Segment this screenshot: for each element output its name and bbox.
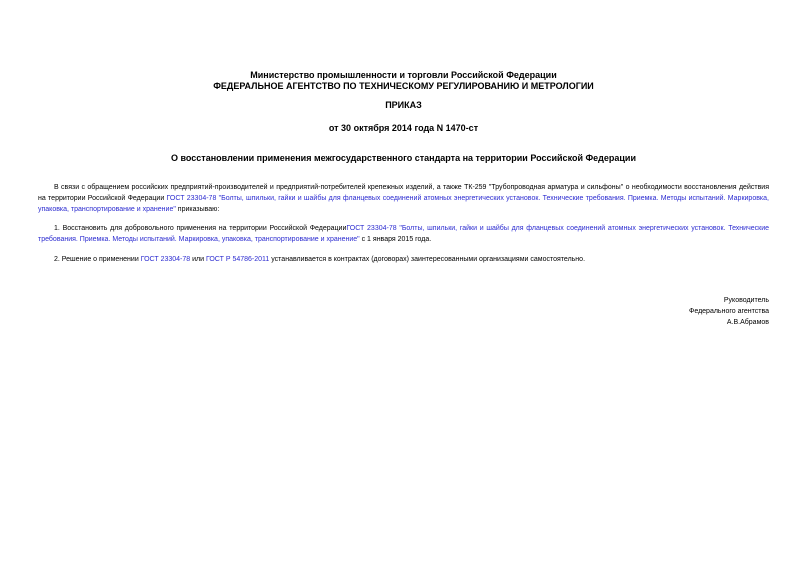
signatory-title: Руководитель [723, 297, 769, 304]
gost-23304-78-link[interactable]: ГОСТ 23304-78 "Болты, шпильки, гайки и шайбы для фланцевых соединений атомных энергетических установок. Технические требования. Приемка. Методы испытаний. Маркировка, упаковка, транспортирование и хранение" [38, 195, 769, 213]
document-header [0, 70, 807, 92]
paragraph-preamble [38, 182, 769, 215]
paragraph-text: устанавливается в контрактах (договорах) заинтересованными организациями самостоятельно. [269, 256, 586, 263]
paragraph-text: В связи с обращением российских предприятий-производителей и предприятий-потребителей крепежных изделий, а также ТК-259 "Трубопроводная арматура и сильфоны" о необходимости восстановления действия на территории Российской Федерации [38, 184, 769, 202]
paragraph-item-2 [38, 254, 769, 265]
order-title: ПРИКАЗ [385, 100, 422, 110]
gost-23304-78-short-link[interactable]: ГОСТ 23304-78 [140, 256, 191, 263]
gost-r-54786-2011-link[interactable]: ГОСТ Р 54786-2011 [205, 256, 270, 263]
signature-block [689, 295, 769, 328]
gost-23304-78-link[interactable]: ГОСТ 23304-78 "Болты, шпильки, гайки и шайбы для фланцевых соединений атомных энергетических установок. Технические требования. Приемка. Методы испытаний. Маркировка, упаковка, транспортирование и хранение" [38, 225, 769, 243]
paragraph-text: приказываю: [175, 206, 220, 213]
paragraph-text: с 1 января 2015 года. [359, 236, 432, 243]
paragraph-text: 2. Решение о применении [54, 256, 141, 263]
paragraph-text: или [190, 256, 206, 263]
agency-name: ФЕДЕРАЛЬНОЕ АГЕНТСТВО ПО ТЕХНИЧЕСКОМУ РЕГУЛИРОВАНИЮ И МЕТРОЛОГИИ [213, 81, 594, 91]
document-subject: О восстановлении применения межгосударственного стандарта на территории Российской Федерации [171, 153, 636, 163]
signatory-agency: Федерального агентства [689, 308, 769, 315]
ministry-name: Министерство промышленности и торговли Российской Федерации [250, 70, 557, 80]
order-date: от 30 октября 2014 года N 1470-ст [328, 123, 479, 133]
signatory-name: А.В.Абрамов [726, 319, 769, 326]
paragraph-text: 1. Восстановить для добровольного применения на территории Российской Федерации [54, 225, 347, 232]
paragraph-item-1 [38, 223, 769, 245]
